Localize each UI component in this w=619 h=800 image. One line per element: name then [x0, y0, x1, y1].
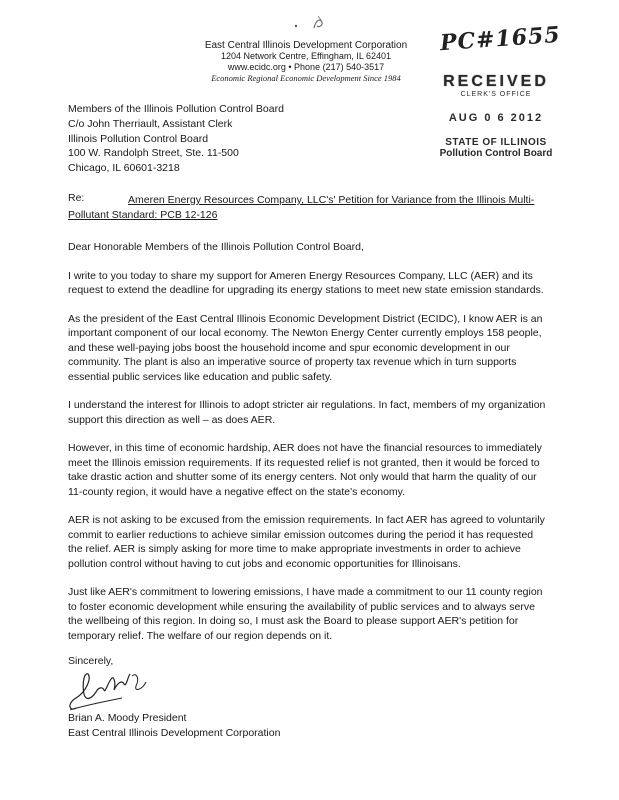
- letterhead-address: 1204 Network Centre, Effingham, IL 62401: [220, 51, 392, 61]
- signature-block: [68, 711, 280, 741]
- letter-body: [68, 240, 546, 657]
- body-paragraph: However, in this time of economic hardship, AER does not have the financial resources to immediately meet the Illinois emission requirements. If its requested relief is not granted, then it would be forced to take drastic action and shutter some of its energy centers. Not only would that harm the quality of our 11-county region, it would have a negative effect on the state's economy.: [68, 442, 542, 498]
- closing: Sincerely,: [68, 655, 114, 667]
- letterhead-tagline: Economic Regional Economic Development Since 1984: [211, 73, 401, 83]
- signer-name: Brian A. Moody President: [68, 712, 187, 724]
- recipient-line: 100 W. Randolph Street, Ste. 11-500: [68, 147, 239, 160]
- salutation: Dear Honorable Members of the Illinois Pollution Control Board,: [68, 241, 364, 253]
- subject-label: Re:: [68, 192, 85, 204]
- recipient-address: [68, 102, 284, 176]
- body-paragraph: I understand the interest for Illinois to adopt stricter air regulations. In fact, members of my organization support this direction as well – as does AER.: [68, 399, 546, 426]
- handwritten-signature: [62, 668, 182, 716]
- letterhead-organization: East Central Illinois Development Corporation: [204, 40, 408, 51]
- stamp-date: AUG 0 6 2012: [448, 112, 544, 124]
- organization-logo-icon: [288, 14, 328, 32]
- letterhead-contact: www.ecidc.org • Phone (217) 540-3517: [227, 62, 385, 72]
- pcb-number-handwritten: PC#1655: [439, 21, 562, 57]
- body-paragraph: I write to you today to share my support for Ameren Energy Resources Company, LLC (AER) and its request to extend the deadline for upgrading its energy stations to meet new state emission standards.: [68, 269, 544, 296]
- recipient-line: Illinois Pollution Control Board: [68, 132, 209, 145]
- body-paragraph: Just like AER's commitment to lowering emissions, I have made a commitment to our 11 county region to foster economic development while ensuring the availability of public services and to always serve the wellbeing of this region. In doing so, I must ask the Board to please support AER's petition for temporary relief. The welfare of our region depends on it.: [68, 586, 543, 642]
- letterhead: [196, 40, 416, 84]
- recipient-line: Chicago, IL 60601-3218: [68, 162, 180, 175]
- signer-organization: East Central Illinois Development Corporation: [68, 726, 281, 739]
- stamp-office: CLERK'S OFFICE: [460, 91, 532, 98]
- stamp-state: STATE OF ILLINOIS: [445, 137, 547, 148]
- recipient-line: C/o John Therriault, Assistant Clerk: [68, 117, 233, 130]
- received-stamp: [436, 74, 556, 159]
- stamp-received: RECEIVED: [443, 73, 549, 90]
- recipient-line: Members of the Illinois Pollution Control Board: [68, 103, 284, 115]
- stamp-board: Pollution Control Board: [439, 148, 553, 159]
- body-paragraph: AER is not asking to be excused from the emission requirements. In fact AER has agreed to voluntarily commit to earlier reductions to achieve similar emission outcomes during the period it has requested the relief. AER is simply asking for more time to make appropriate investments in order to achieve pollution control without having to cut jobs and economic opportunities for Illinoisans.: [68, 514, 545, 570]
- body-paragraph: As the president of the East Central Illinois Economic Development District (ECIDC), I know AER is an important component of our local economy. The Newton Energy Center currently employs 158 people, and these well-paying jobs boost the household income and spur economic development in our community. The plant is also an imperative source of property tax revenue which in turn supports essential public services like education and public safety.: [68, 312, 543, 383]
- subject-text: Ameren Energy Resources Company, LLC's' Petition for Variance from the Illinois Multi-Pollutant Standard: PCB 12-126: [68, 194, 535, 221]
